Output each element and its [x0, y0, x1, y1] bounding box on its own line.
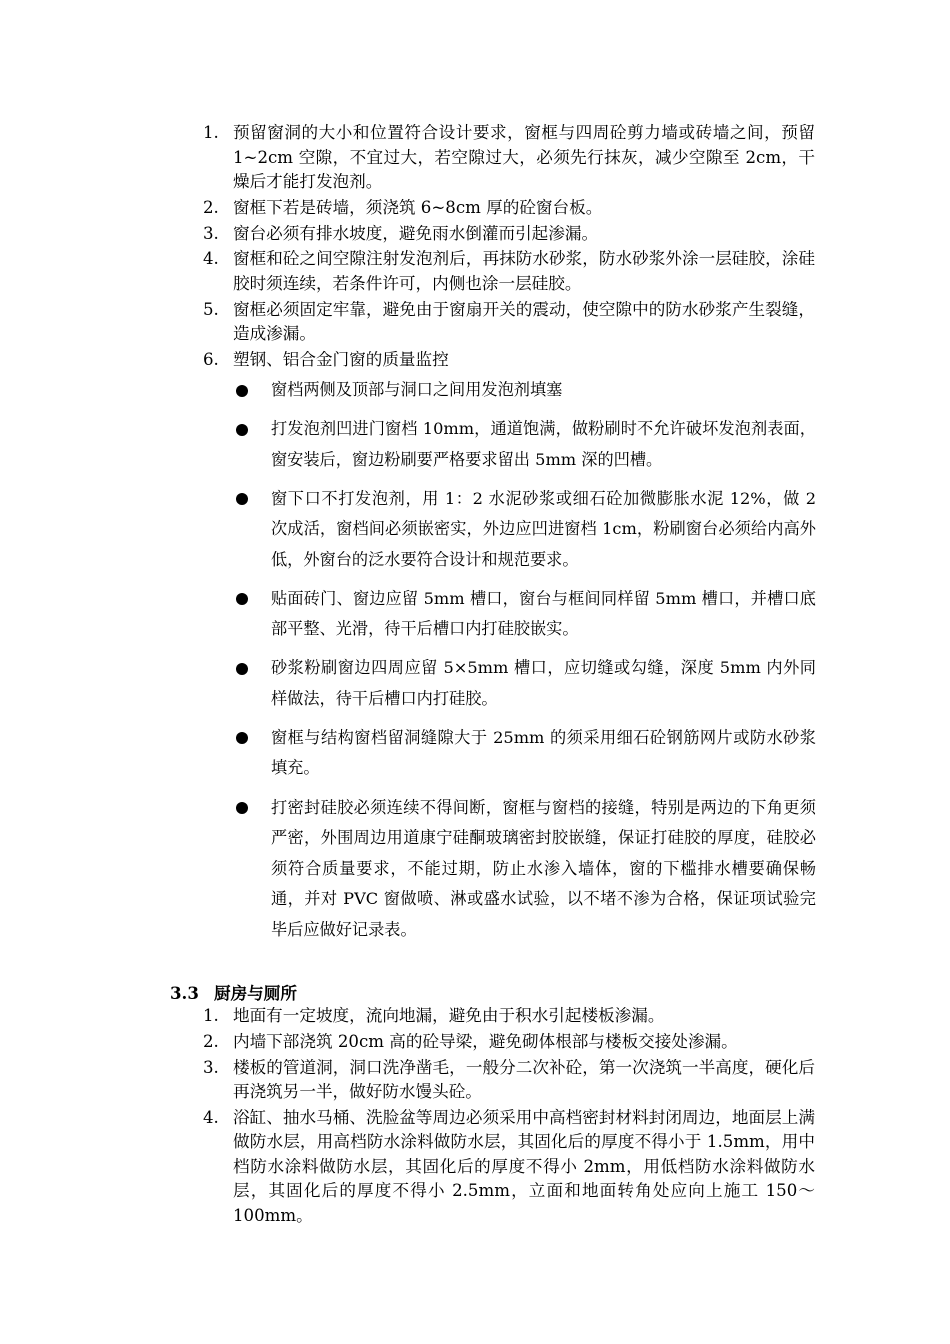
- list-number: 1.: [203, 1006, 219, 1025]
- bullet-dot-icon: [236, 385, 248, 397]
- section-number: 3.3: [170, 983, 199, 1003]
- list-text: 楼板的管道洞，洞口洗净凿毛，一般分二次补砼，第一次浇筑一半高度，硬化后再浇筑另一半，做好防水馒头砼。: [233, 1057, 815, 1102]
- bullet-item: [236, 584, 816, 645]
- list-item: [203, 247, 815, 296]
- list-number: 4.: [203, 249, 219, 269]
- bullet-dot-icon: [236, 802, 248, 814]
- list-item: [203, 196, 815, 221]
- bullet-dot-icon: [236, 663, 248, 675]
- list-text: 窗框和砼之间空隙注射发泡剂后，再抹防水砂浆，防水砂浆外涂一层硅胶，涂硅胶时须连续，若条件许可，内侧也涂一层硅胶。: [233, 249, 815, 293]
- bullet-text: 窗下口不打发泡剂，用 1：2 水泥砂浆或细石砼加微膨胀水泥 12%，做 2 次成活，窗档间必须嵌密实，外边应凹进窗档 1cm，粉刷窗台必须给内高外低，外窗台的泛水要符合设计和规范要求。: [271, 488, 816, 569]
- bullet-text: 砂浆粉刷窗边四周应留 5×5mm 槽口，应切缝或勾缝，深度 5mm 内外同样做法，待干后槽口内打硅胶。: [271, 658, 816, 708]
- list-number: 3.: [203, 223, 219, 243]
- bullet-text: 窗档两侧及顶部与洞口之间用发泡剂填塞: [271, 380, 563, 399]
- list-text: 浴缸、抽水马桶、洗脸盆等周边必须采用中高档密封材料封闭周边，地面层上满做防水层，用高档防水涂料做防水层，其固化后的厚度不得小于 1.5mm，用中档防水涂料做防水层，其固化后的厚度不得小 2mm，用低档防水涂料做防水层，其固化后的厚度不得小 2.5mm，立面和地面转角处应向上施工 150～100mm。: [233, 1107, 815, 1225]
- list-number: 2.: [203, 197, 219, 217]
- bullet-item: [236, 414, 816, 475]
- kitchen-bath-list: [203, 1004, 815, 1230]
- bullet-item: [236, 793, 816, 946]
- bullet-text: 窗框与结构窗档留洞缝隙大于 25mm 的须采用细石砼钢筋网片或防水砂浆填充。: [271, 727, 816, 778]
- list-text: 窗框下若是砖墙，须浇筑 6~8cm 厚的砼窗台板。: [233, 197, 603, 217]
- bullet-item: [236, 484, 816, 576]
- bullet-item: [236, 375, 816, 406]
- list-text: 窗框必须固定牢靠，避免由于窗扇开关的震动，使空隙中的防水砂浆产生裂缝，造成渗漏。: [233, 299, 815, 344]
- bullet-item: [236, 653, 816, 714]
- list-text: 地面有一定坡度，流向地漏，避免由于积水引起楼板渗漏。: [233, 1006, 665, 1025]
- list-item: [203, 298, 815, 347]
- list-text: 塑钢、铝合金门窗的质量监控: [233, 349, 449, 369]
- list-text: 预留窗洞的大小和位置符合设计要求，窗框与四周砼剪力墙或砖墙之间，预留 1~2cm 空隙，不宜过大，若空隙过大，必须先行抹灰，减少空隙至 2cm，干燥后才能打发泡剂。: [233, 123, 815, 191]
- list-number: 4.: [203, 1107, 219, 1127]
- bullet-text: 打密封硅胶必须连续不得间断，窗框与窗档的接缝，特别是两边的下角更须严密，外围周边用道康宁硅酮玻璃密封胶嵌缝，保证打硅胶的厚度，硅胶必须符合质量要求，不能过期，防止水渗入墙体，窗的下槛排水槽要确保畅通，并对 PVC 窗做喷、淋或盛水试验，以不堵不渗为合格，保证项试验完毕后应做好记录表。: [271, 797, 816, 939]
- list-item: [203, 222, 815, 247]
- bullet-text: 贴面砖门、窗边应留 5mm 槽口，窗台与框间同样留 5mm 槽口，并槽口底部平整、光滑，待干后槽口内打硅胶嵌实。: [271, 588, 816, 639]
- section-heading: [170, 980, 297, 1004]
- list-number: 5.: [203, 299, 219, 319]
- list-item: [203, 1106, 815, 1229]
- bullet-item: [236, 723, 816, 784]
- bullet-dot-icon: [236, 493, 248, 505]
- list-number: 3.: [203, 1057, 219, 1077]
- list-number: 1.: [203, 123, 219, 142]
- window-install-list: [203, 121, 815, 374]
- bullet-dot-icon: [236, 593, 248, 605]
- bullet-dot-icon: [236, 424, 248, 436]
- bullet-text: 打发泡剂凹进门窗档 10mm，通道饱满，做粉刷时不允许破坏发泡剂表面，窗安装后，窗边粉刷要严格要求留出 5mm 深的凹槽。: [271, 419, 816, 469]
- list-item: [203, 348, 815, 373]
- section-title: 厨房与厕所: [214, 983, 297, 1003]
- list-item: [203, 1004, 815, 1029]
- list-item: [203, 1030, 815, 1055]
- list-item: [203, 121, 815, 195]
- list-number: 2.: [203, 1031, 219, 1051]
- list-text: 窗台必须有排水坡度，避免雨水倒灌而引起渗漏。: [233, 223, 599, 243]
- list-text: 内墙下部浇筑 20cm 高的砼导梁，避免砌体根部与楼板交接处渗漏。: [233, 1031, 738, 1051]
- list-item: [203, 1056, 815, 1105]
- list-number: 6.: [203, 349, 219, 369]
- bullet-dot-icon: [236, 732, 248, 744]
- quality-control-bullets: [236, 375, 816, 954]
